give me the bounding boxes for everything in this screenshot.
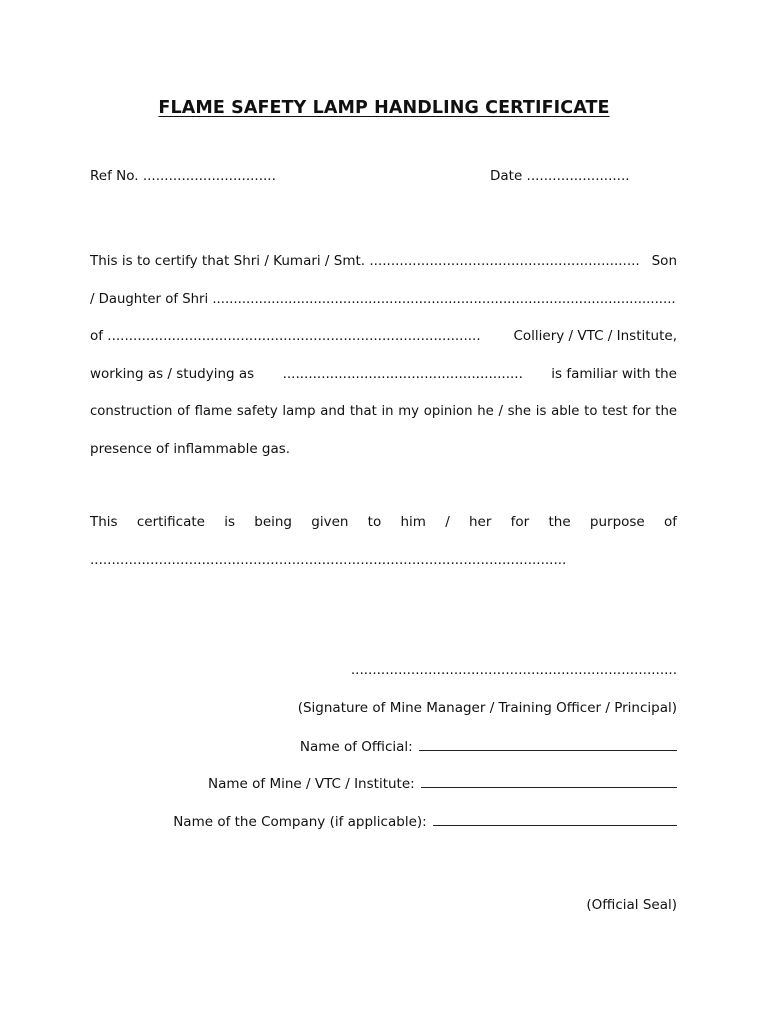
name-of-official-blank (419, 738, 677, 751)
name-of-mine-row (208, 775, 677, 792)
son-text: Son (651, 253, 677, 269)
certificate-title: FLAME SAFETY LAMP HANDLING CERTIFICATE (158, 98, 610, 118)
name-of-company-blank (433, 813, 677, 826)
name-of-company-row (173, 813, 677, 830)
familiar-text: is familiar with the (551, 365, 677, 382)
of-colliery-dots: of ....................................................................................... (90, 328, 481, 344)
signature-line: ............................................................................ (350, 662, 677, 678)
colliery-text: Colliery / VTC / Institute, (513, 328, 677, 344)
name-of-company-label: Name of the Company (if applicable): (173, 814, 427, 830)
para1-line3 (90, 318, 677, 356)
para2-line2: ............................................................................................................... (90, 551, 567, 568)
para1-line6: presence of inflammable gas. (90, 440, 291, 457)
para1-line5: construction of flame safety lamp and that in my opinion he / she is able to test for the (90, 404, 677, 419)
name-of-official-label: Name of Official: (299, 739, 413, 755)
official-seal-label: (Official Seal) (586, 897, 677, 913)
daughter-of-text: / Daughter of Shri .............................................................................................................. (90, 291, 676, 307)
ref-no-field: Ref No. ............................... (90, 168, 276, 184)
certification-paragraph (90, 243, 677, 468)
signature-caption: (Signature of Mine Manager / Training Officer / Principal) (297, 700, 677, 716)
para1-line4 (90, 356, 677, 394)
working-as-text: working as / studying as (90, 365, 255, 382)
para1-line1 (90, 243, 677, 281)
para1-line2 (90, 281, 677, 319)
name-of-mine-label: Name of Mine / VTC / Institute: (208, 776, 415, 792)
purpose-paragraph (90, 504, 677, 579)
name-of-mine-blank (421, 775, 677, 788)
name-of-official-row (300, 738, 677, 755)
working-as-dots: ........................................................ (282, 365, 523, 382)
date-field: Date ........................ (490, 168, 630, 184)
para2-line1: This certificate is being given to him / her for the purpose of (90, 514, 677, 530)
certify-name-text: This is to certify that Shri / Kumari / Smt. ............................................................... (90, 253, 640, 269)
